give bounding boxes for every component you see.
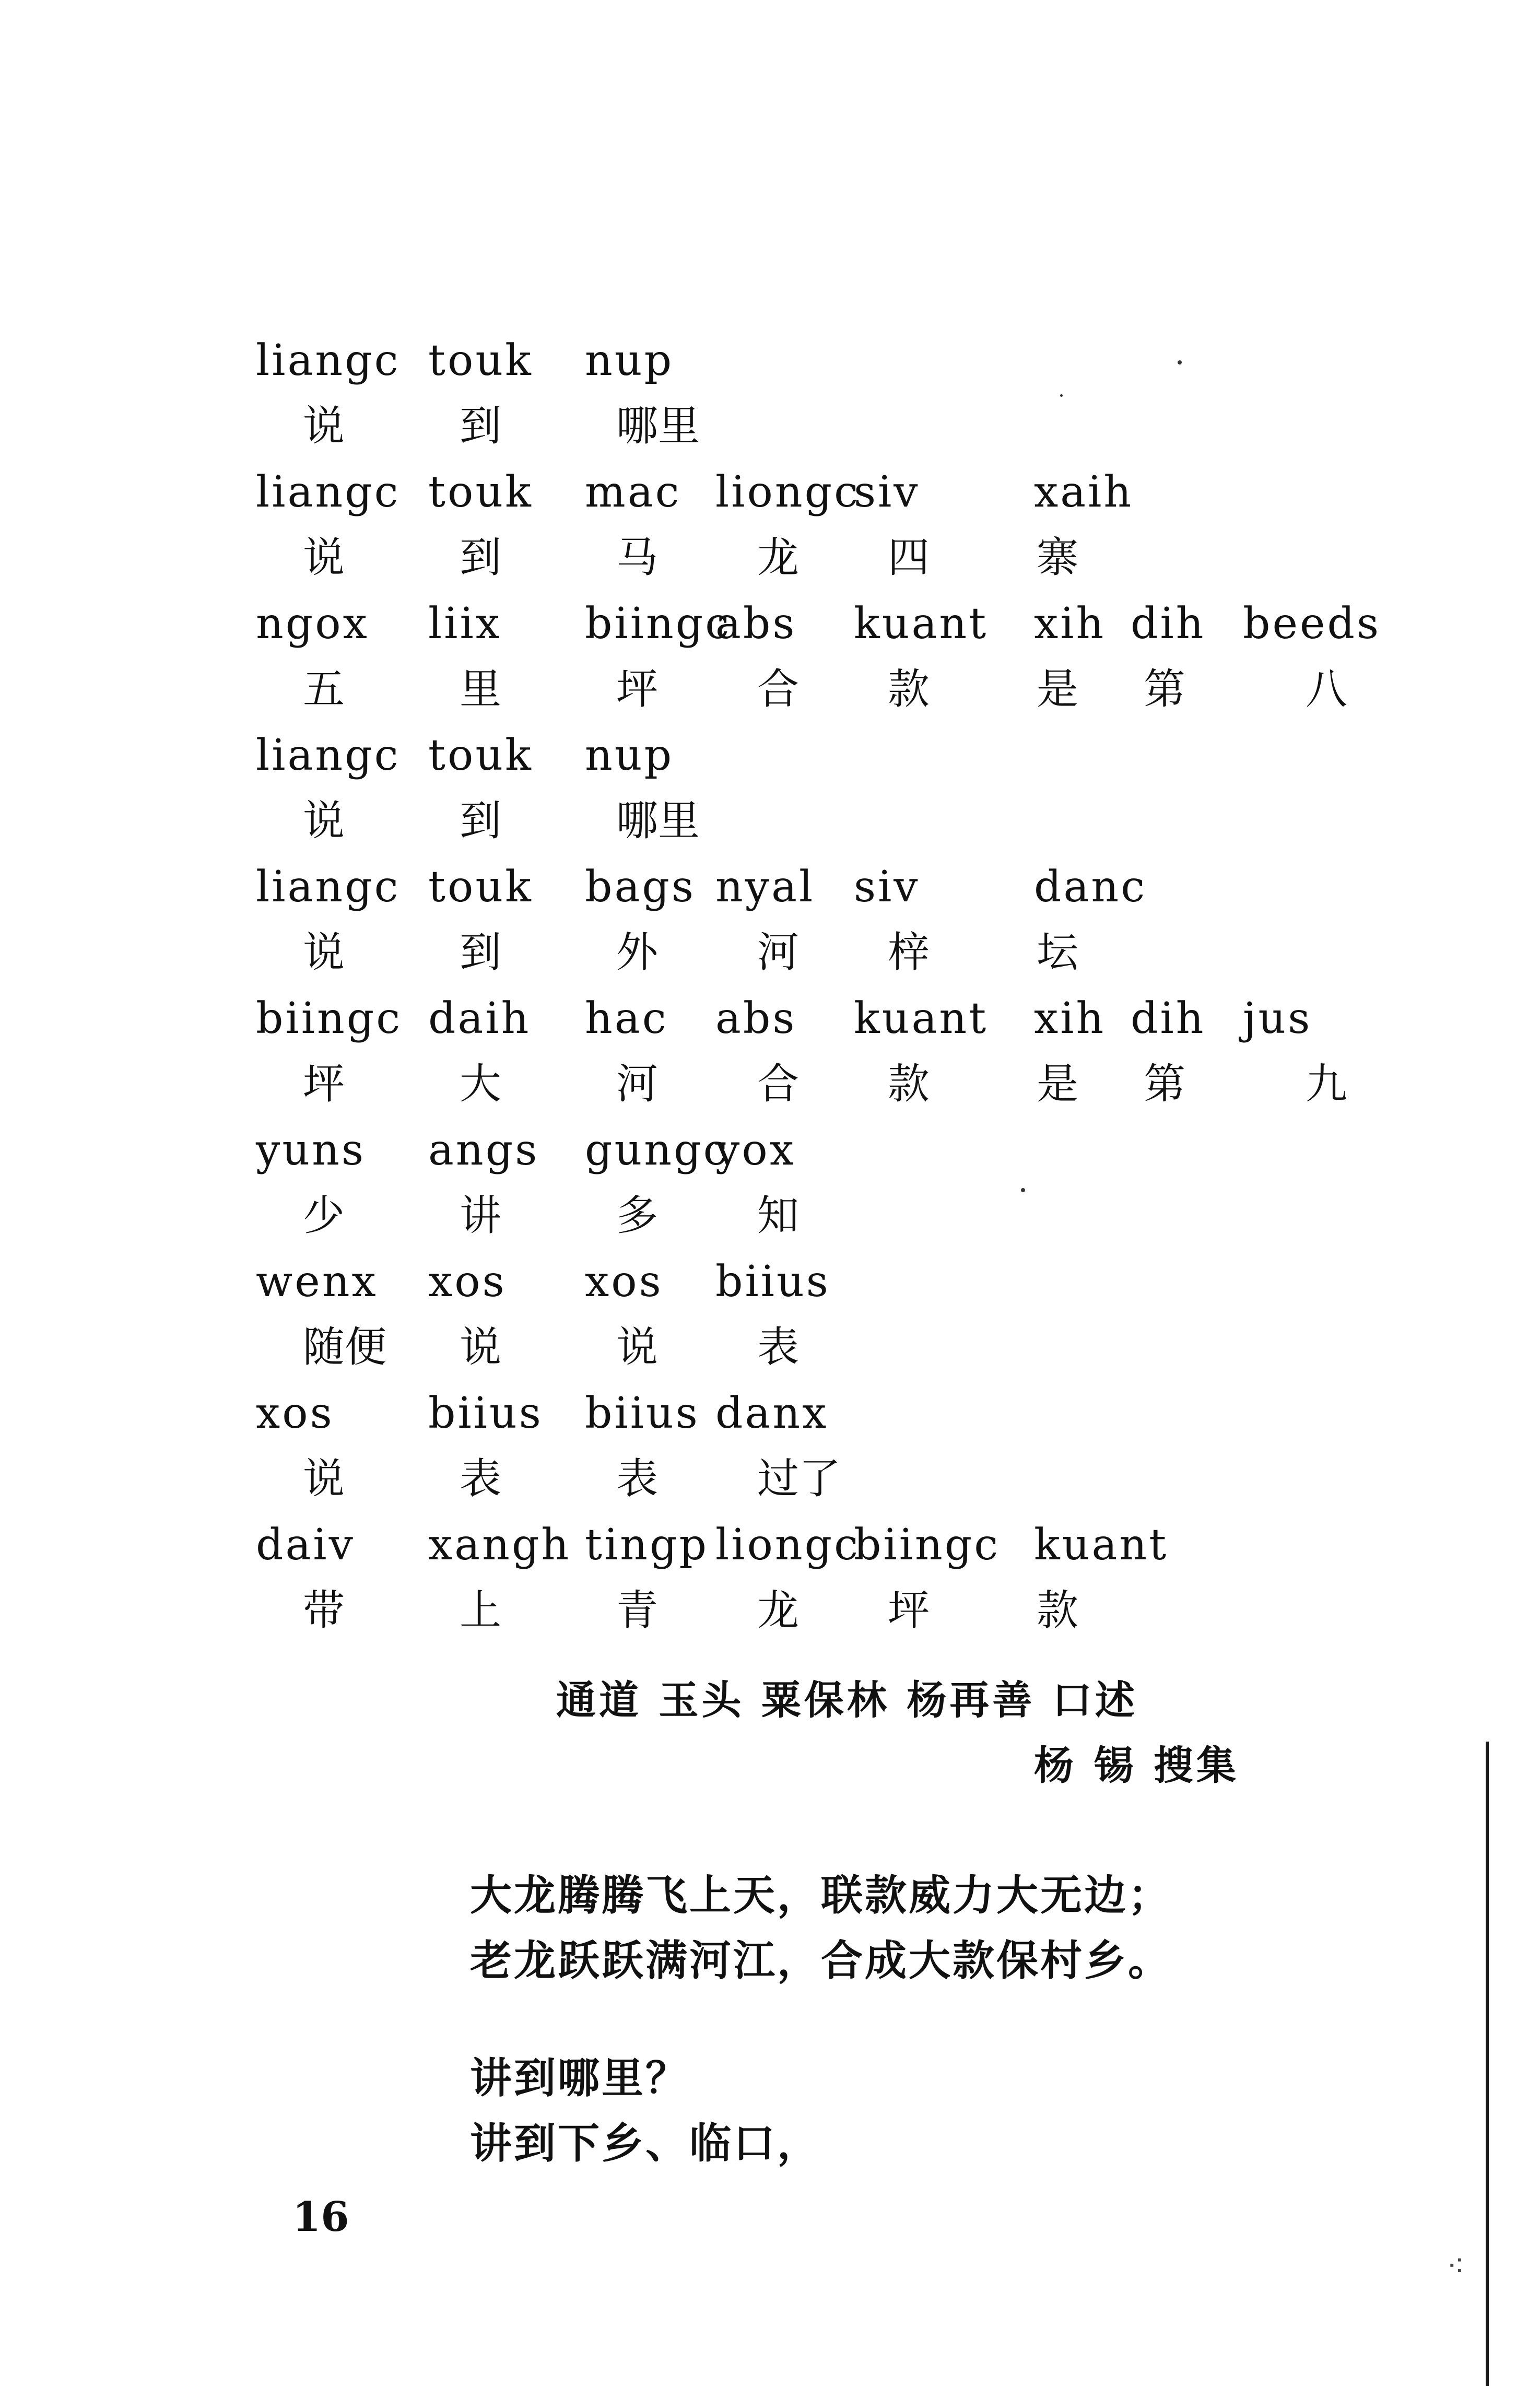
chinese-gloss-line xyxy=(0,796,1540,863)
romanized-word: gungc xyxy=(585,1125,730,1175)
chinese-word: 表 xyxy=(616,1454,658,1503)
romanized-word: biius xyxy=(715,1257,830,1307)
chinese-word: 第 xyxy=(1144,1060,1185,1108)
chinese-word: 大 xyxy=(460,1060,501,1108)
chinese-word: 是 xyxy=(1037,1060,1078,1108)
chinese-word: 讲 xyxy=(460,1191,501,1240)
chinese-word: 河 xyxy=(757,928,799,977)
credit-collector: 杨 锡 搜集 xyxy=(1034,1742,1239,1789)
romanized-word: siv xyxy=(854,467,920,517)
romanized-word: siv xyxy=(854,862,920,912)
speck xyxy=(1021,1188,1025,1192)
romanized-word: xos xyxy=(428,1257,507,1307)
romanized-word: danx xyxy=(715,1389,829,1438)
romanized-word: biingc xyxy=(854,1520,1001,1570)
chinese-word: 说 xyxy=(303,402,345,450)
romanized-word: touk xyxy=(428,731,533,780)
chinese-word: 表 xyxy=(757,1323,799,1371)
romanized-line xyxy=(0,1125,1540,1192)
chinese-gloss-line xyxy=(0,1586,1540,1652)
romanized-word: kuant xyxy=(854,994,989,1043)
romanized-word: biius xyxy=(428,1389,543,1438)
chinese-word: 坪 xyxy=(616,665,658,713)
chinese-word: 河 xyxy=(616,1060,658,1108)
verse-line-4: 讲到下乡、临口， xyxy=(470,2119,821,2168)
chinese-gloss-line xyxy=(0,1191,1540,1257)
chinese-gloss-line xyxy=(0,402,1540,468)
chinese-word: 八 xyxy=(1306,665,1347,713)
romanized-word: nup xyxy=(585,731,674,780)
romanized-word: ngox xyxy=(256,599,369,649)
chinese-word: 到 xyxy=(460,928,501,977)
romanized-word: danc xyxy=(1034,862,1147,912)
romanized-word: abs xyxy=(715,994,797,1043)
chinese-word: 说 xyxy=(460,1323,501,1371)
romanized-word: biingc xyxy=(256,994,403,1043)
chinese-word: 知 xyxy=(757,1191,799,1240)
romanized-word: xos xyxy=(585,1257,663,1307)
chinese-word: 寨 xyxy=(1037,533,1078,582)
chinese-gloss-line xyxy=(0,1454,1540,1521)
romanized-word: xangh xyxy=(428,1520,571,1570)
chinese-word: 马 xyxy=(616,533,658,582)
chinese-word: 龙 xyxy=(757,1586,799,1635)
romanized-word: touk xyxy=(428,336,533,385)
chinese-word: 四 xyxy=(888,533,930,582)
chinese-word: 说 xyxy=(616,1323,658,1371)
chinese-word: 哪里 xyxy=(616,796,700,845)
verse-line-2: 老龙跃跃满河江，合成大款保村乡。 xyxy=(470,1936,1172,1985)
chinese-word: 坛 xyxy=(1037,928,1078,977)
chinese-word: 少 xyxy=(303,1191,345,1240)
chinese-word: 坪 xyxy=(303,1060,345,1108)
chinese-word: 九 xyxy=(1306,1060,1347,1108)
page-edge-line xyxy=(1486,1742,1489,2386)
romanized-word: liangc xyxy=(256,731,401,780)
chinese-word: 合 xyxy=(757,1060,799,1108)
romanized-word: beeds xyxy=(1243,599,1381,649)
romanized-word: liongc xyxy=(715,467,861,517)
romanized-word: touk xyxy=(428,862,533,912)
romanized-word: nyal xyxy=(715,862,815,912)
chinese-word: 过了 xyxy=(757,1454,841,1503)
chinese-word: 说 xyxy=(303,796,345,845)
chinese-word: 带 xyxy=(303,1586,345,1635)
romanized-line xyxy=(0,862,1540,928)
romanized-word: dih xyxy=(1131,994,1206,1043)
romanized-word: xaih xyxy=(1034,467,1134,517)
romanized-line xyxy=(0,1389,1540,1455)
chinese-word: 说 xyxy=(303,533,345,582)
chinese-word: 五 xyxy=(303,665,345,713)
romanized-word: liangc xyxy=(256,467,401,517)
chinese-word: 款 xyxy=(888,1060,930,1108)
romanized-word: daih xyxy=(428,994,531,1043)
romanized-word: liix xyxy=(428,599,502,649)
chinese-gloss-line xyxy=(0,533,1540,600)
chinese-word: 多 xyxy=(616,1191,658,1240)
romanized-word: kuant xyxy=(1034,1520,1169,1570)
romanized-word: yox xyxy=(715,1125,796,1175)
verse-line-1: 大龙腾腾飞上天，联款威力大无边； xyxy=(470,1871,1172,1920)
romanized-word: abs xyxy=(715,599,797,649)
romanized-word: jus xyxy=(1243,994,1312,1043)
romanized-word: wenx xyxy=(256,1257,378,1307)
verse-line-3: 讲到哪里？ xyxy=(470,2054,689,2102)
chinese-gloss-line xyxy=(0,665,1540,731)
romanized-line xyxy=(0,1257,1540,1323)
chinese-gloss-line xyxy=(0,1323,1540,1389)
chinese-word: 是 xyxy=(1037,665,1078,713)
romanized-word: mac xyxy=(585,467,681,517)
chinese-word: 坪 xyxy=(888,1586,930,1635)
chinese-word: 合 xyxy=(757,665,799,713)
credit-narrators: 通道 玉头 粟保林 杨再善 口述 xyxy=(556,1677,1138,1723)
romanized-word: kuant xyxy=(854,599,989,649)
chinese-word: 到 xyxy=(460,796,501,845)
chinese-word: 外 xyxy=(616,928,658,977)
chinese-word: 第 xyxy=(1144,665,1185,713)
chinese-word: 里 xyxy=(460,665,501,713)
speck xyxy=(1178,360,1182,365)
romanized-word: xos xyxy=(256,1389,334,1438)
romanized-word: angs xyxy=(428,1125,539,1175)
romanized-line xyxy=(0,467,1540,534)
romanized-line xyxy=(0,599,1540,665)
chinese-word: 说 xyxy=(303,1454,345,1503)
romanized-word: biius xyxy=(585,1389,700,1438)
romanized-line xyxy=(0,994,1540,1060)
romanized-word: nup xyxy=(585,336,674,385)
romanized-word: touk xyxy=(428,467,533,517)
chinese-word: 上 xyxy=(460,1586,501,1635)
edge-smudge: ⁖ xyxy=(1447,2248,1465,2285)
chinese-gloss-line xyxy=(0,1060,1540,1126)
romanized-word: liangc xyxy=(256,862,401,912)
chinese-word: 到 xyxy=(460,402,501,450)
romanized-word: biingc xyxy=(585,599,732,649)
speck xyxy=(1060,394,1063,397)
romanized-line xyxy=(0,1520,1540,1586)
romanized-line xyxy=(0,731,1540,797)
chinese-word: 款 xyxy=(888,665,930,713)
romanized-line xyxy=(0,336,1540,402)
chinese-gloss-line xyxy=(0,928,1540,994)
page-number: 16 xyxy=(292,2193,349,2241)
romanized-word: dih xyxy=(1131,599,1206,649)
romanized-word: bags xyxy=(585,862,696,912)
romanized-word: daiv xyxy=(256,1520,355,1570)
chinese-word: 青 xyxy=(616,1586,658,1635)
chinese-word: 表 xyxy=(460,1454,501,1503)
romanized-word: xih xyxy=(1034,599,1106,649)
chinese-word: 梓 xyxy=(888,928,930,977)
romanized-word: tingp xyxy=(585,1520,709,1570)
chinese-word: 说 xyxy=(303,928,345,977)
chinese-word: 哪里 xyxy=(616,402,700,450)
chinese-word: 龙 xyxy=(757,533,799,582)
romanized-word: yuns xyxy=(256,1125,366,1175)
romanized-word: hac xyxy=(585,994,668,1043)
chinese-word: 款 xyxy=(1037,1586,1078,1635)
romanized-word: liangc xyxy=(256,336,401,385)
chinese-word: 到 xyxy=(460,533,501,582)
romanized-word: xih xyxy=(1034,994,1106,1043)
romanized-word: liongc xyxy=(715,1520,861,1570)
chinese-word: 随便 xyxy=(303,1323,386,1371)
